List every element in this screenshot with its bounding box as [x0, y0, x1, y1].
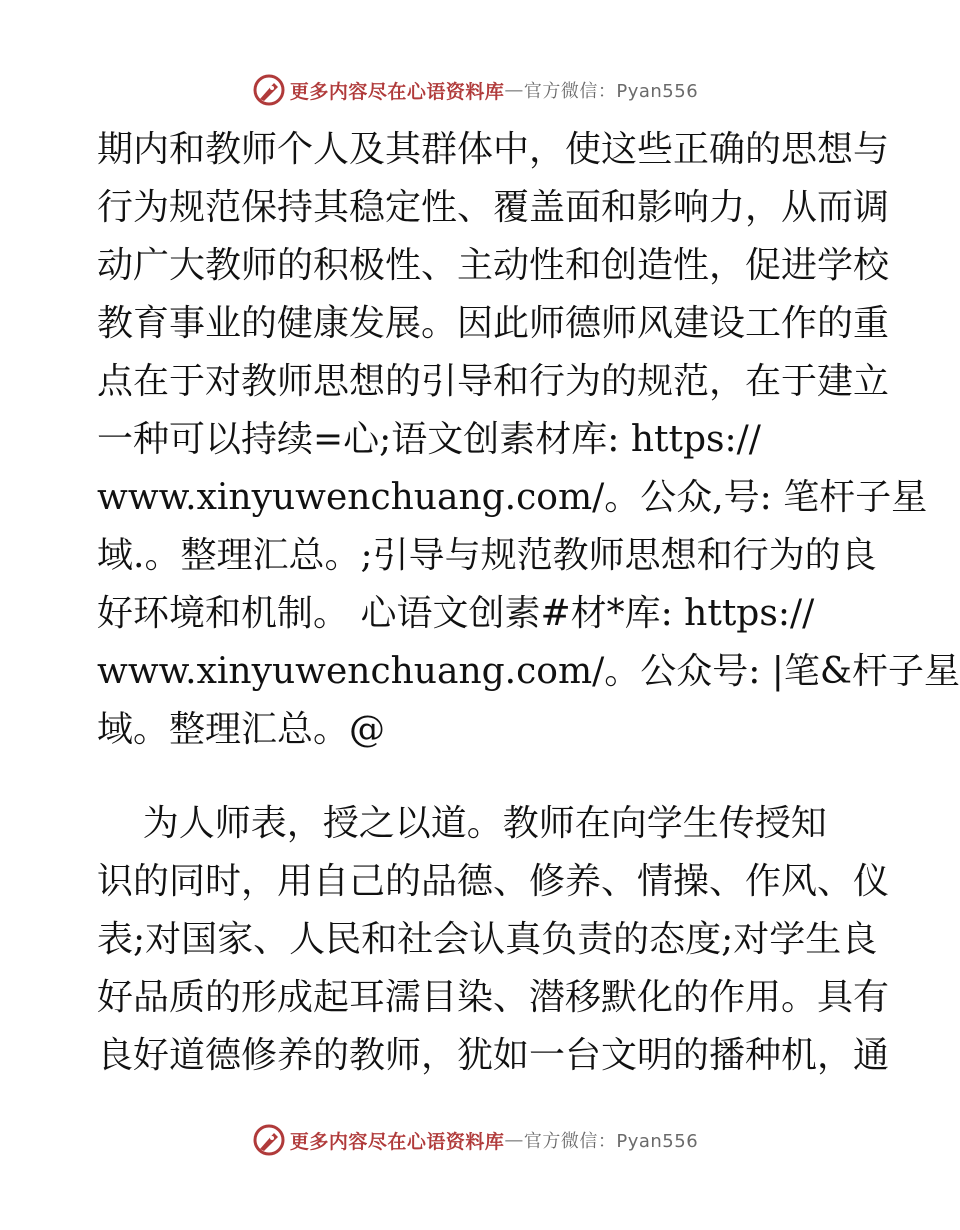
text-line: 为人师表，授之以道。教师在向学生传授知 [97, 803, 827, 844]
text-line: 域。整理汇总。@ [97, 709, 386, 750]
paragraph-1 [97, 121, 960, 759]
text-line: www.xinyuwenchuang.com/。公众号: |笔&杆子星 [97, 651, 960, 692]
text-line: 域.。整理汇总。;引导与规范教师思想和行为的良 [97, 535, 877, 576]
header-brand-text: 更多内容尽在心语资料库 [289, 80, 505, 103]
header-contact: 官方微信：Pyan556 [523, 81, 699, 102]
paragraph-2 [97, 795, 890, 1085]
text-line: 好品质的形成起耳濡目染、潜移默化的作用。具有 [97, 977, 890, 1018]
text-line: www.xinyuwenchuang.com/。公众,号: 笔杆子星 [97, 477, 928, 518]
footer-banner [0, 1120, 950, 1160]
footer-brand-text: 更多内容尽在心语资料库 [289, 1130, 505, 1153]
footer-contact: 官方微信：Pyan556 [523, 1131, 699, 1152]
text-line: 行为规范保持其稳定性、覆盖面和影响力，从而调 [97, 187, 890, 228]
text-line: 表;对国家、人民和社会认真负责的态度;对学生良 [97, 919, 878, 960]
header-banner [0, 70, 950, 110]
text-line: 良好道德修养的教师，犹如一台文明的播种机，通 [97, 1035, 890, 1076]
text-line: 识的同时，用自己的品德、修养、情操、作风、仪 [97, 861, 890, 902]
text-line: 期内和教师个人及其群体中，使这些正确的思想与 [97, 129, 890, 170]
pen-nib-logo-icon [252, 73, 286, 107]
text-line: 教育事业的健康发展。因此师德师风建设工作的重 [97, 303, 890, 344]
text-line: 一种可以持续=心;语文创素材库: https:// [97, 419, 761, 460]
header-separator: — [504, 79, 524, 101]
text-line: 动广大教师的积极性、主动性和创造性，促进学校 [97, 245, 890, 286]
document-body [97, 121, 960, 1085]
text-line: 点在于对教师思想的引导和行为的规范，在于建立 [97, 361, 890, 402]
paragraph-spacer [97, 759, 857, 795]
footer-separator: — [504, 1129, 524, 1151]
text-line: 好环境和机制。 心语文创素#材*库: https:// [97, 593, 815, 634]
pen-nib-logo-icon [252, 1123, 286, 1157]
